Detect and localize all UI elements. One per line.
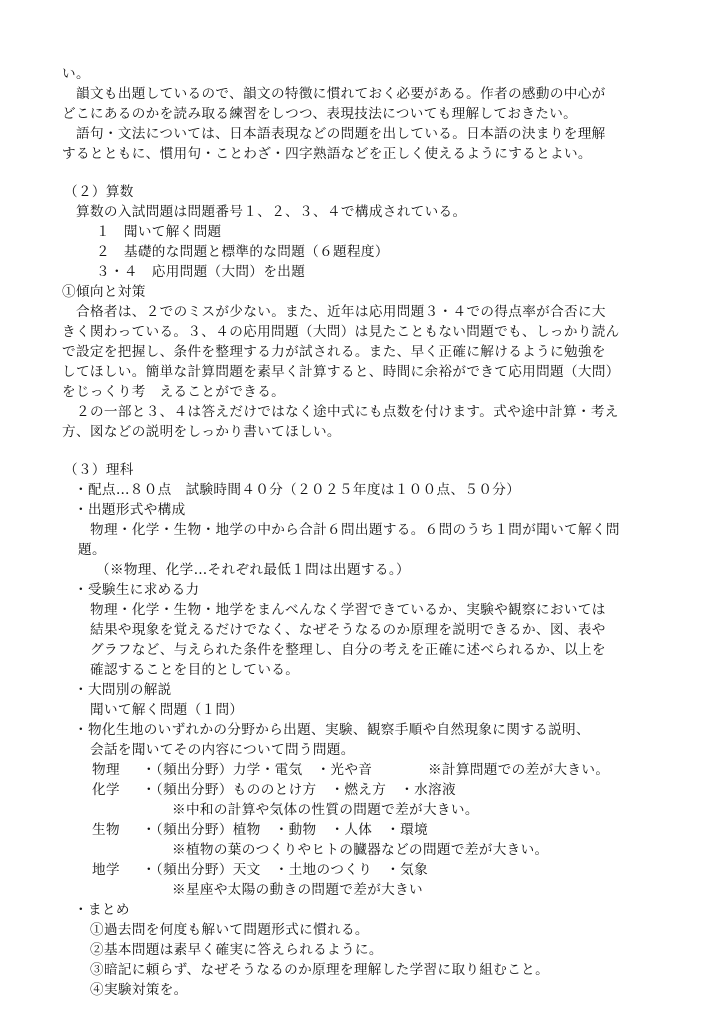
math-paragraph-line: してほしい。簡単な計算問題を素早く計算すると、時間に余裕ができて応用問題（大問）: [62, 364, 620, 380]
math-list-item: ２ 基礎的な問題と標準的な問題（６題程度）: [96, 244, 389, 260]
summary-item: ④実験対策を。: [90, 982, 188, 998]
science-text: 会話を聞いてその内容について問う問題。: [90, 742, 355, 758]
math-subheading: ①傾向と対策: [62, 284, 146, 300]
field-items-earth: ・（頻出分野）天文 ・土地のつくり ・気象: [142, 862, 429, 878]
field-label-chemistry: 化学: [92, 782, 120, 798]
science-text: 確認することを目的としている。: [90, 662, 300, 678]
science-text: 物理・化学・生物・地学をまんべんなく学習できているか、実験や観察においては: [90, 602, 606, 618]
intro-line: 韻文も出題しているので、韻文の特徴に慣れておく必要がある。作者の感動の中心が: [76, 86, 606, 102]
science-bullet: ・物化生地のいずれかの分野から出題、実験、観察手順や自然現象に関する説明、: [74, 722, 590, 738]
science-text: 物理・化学・生物・地学の中から合計６問出題する。６問のうち１問が聞いて解く問: [90, 522, 620, 538]
math-paragraph-line: ２の一部と３、４は答えだけではなく途中式にも点数を付けます。式や途中計算・考え: [76, 404, 619, 420]
science-bullet: ・受験生に求める力: [74, 582, 200, 598]
science-bullet: ・出題形式や構成: [74, 502, 186, 518]
science-text: 聞いて解く問題（１問）: [90, 702, 244, 718]
summary-item: ③暗記に頼らず、なぜそうなるのか原理を理解した学習に取り組むこと。: [90, 962, 550, 978]
field-note-physics: ※計算問題での差が大きい。: [428, 762, 610, 778]
field-note-chemistry: ※中和の計算や気体の性質の問題で差が大きい。: [172, 802, 479, 818]
math-paragraph-line: をじっくり考 えることができる。: [62, 384, 286, 400]
summary-item: ①過去問を何度も解いて問題形式に慣れる。: [90, 922, 369, 938]
field-note-biology: ※植物の葉のつくりやヒトの臓器などの問題で差が大きい。: [172, 842, 549, 858]
field-note-earth: ※星座や太陽の動きの問題で差が大きい: [172, 882, 423, 898]
math-list-item: ３・４ 応用問題（大問）を出題: [96, 264, 306, 280]
science-bullet: ・配点…８０点 試験時間４０分（２０２５年度は１００点、５０分）: [74, 482, 521, 498]
math-paragraph-line: 方、図などの説明をしっかり書いてほしい。: [62, 424, 341, 440]
science-note: （※物理、化学…それぞれ最低１問は出題する。）: [96, 562, 410, 578]
science-text: 題。: [78, 542, 106, 558]
science-bullet: ・まとめ: [74, 902, 130, 918]
science-bullet: ・大問別の解説: [74, 682, 172, 698]
field-label-physics: 物理: [92, 762, 120, 778]
science-text: 結果や現象を覚えるだけでなく、なぜそうなるのか原理を説明できるか、図、表や: [90, 622, 606, 638]
intro-line: 語句・文法については、日本語表現などの問題を出している。日本語の決まりを理解: [76, 126, 606, 142]
section-heading-science: （３）理科: [64, 462, 134, 478]
field-label-biology: 生物: [92, 822, 120, 838]
math-paragraph-line: 合格者は、２でのミスが少ない。また、近年は応用問題３・４での得点率が合否に大: [76, 304, 606, 320]
field-items-chemistry: ・（頻出分野）もののとけ方 ・燃え方 ・水溶液: [142, 782, 456, 798]
field-items-physics: ・（頻出分野）力学・電気 ・光や音: [142, 762, 373, 778]
intro-line: どこにあるのかを読み取る練習をしつつ、表現技法についても理解しておきたい。: [62, 106, 578, 122]
math-paragraph-line: きく関わっている。３、４の応用問題（大問）は見たこともない問題でも、しっかり読ん: [62, 324, 620, 340]
science-text: グラフなど、与えられた条件を整理し、自分の考えを正確に述べられるか、以上を: [90, 642, 606, 658]
field-items-biology: ・（頻出分野）植物 ・動物 ・人体 ・環境: [142, 822, 429, 838]
intro-line: い。: [62, 66, 90, 82]
summary-item: ②基本問題は素早く確実に答えられるように。: [90, 942, 383, 958]
intro-line: するとともに、慣用句・ことわざ・四字熟語などを正しく使えるようにするとよい。: [62, 146, 592, 162]
section-heading-math: （２）算数: [64, 184, 134, 200]
math-paragraph-line: で設定を把握し、条件を整理する力が試される。また、早く正確に解けるように勉強を: [62, 344, 606, 360]
math-list-item: １ 聞いて解く問題: [96, 224, 222, 240]
field-label-earth: 地学: [92, 862, 120, 878]
math-line: 算数の入試問題は問題番号１、２、３、４で構成されている。: [76, 204, 467, 220]
